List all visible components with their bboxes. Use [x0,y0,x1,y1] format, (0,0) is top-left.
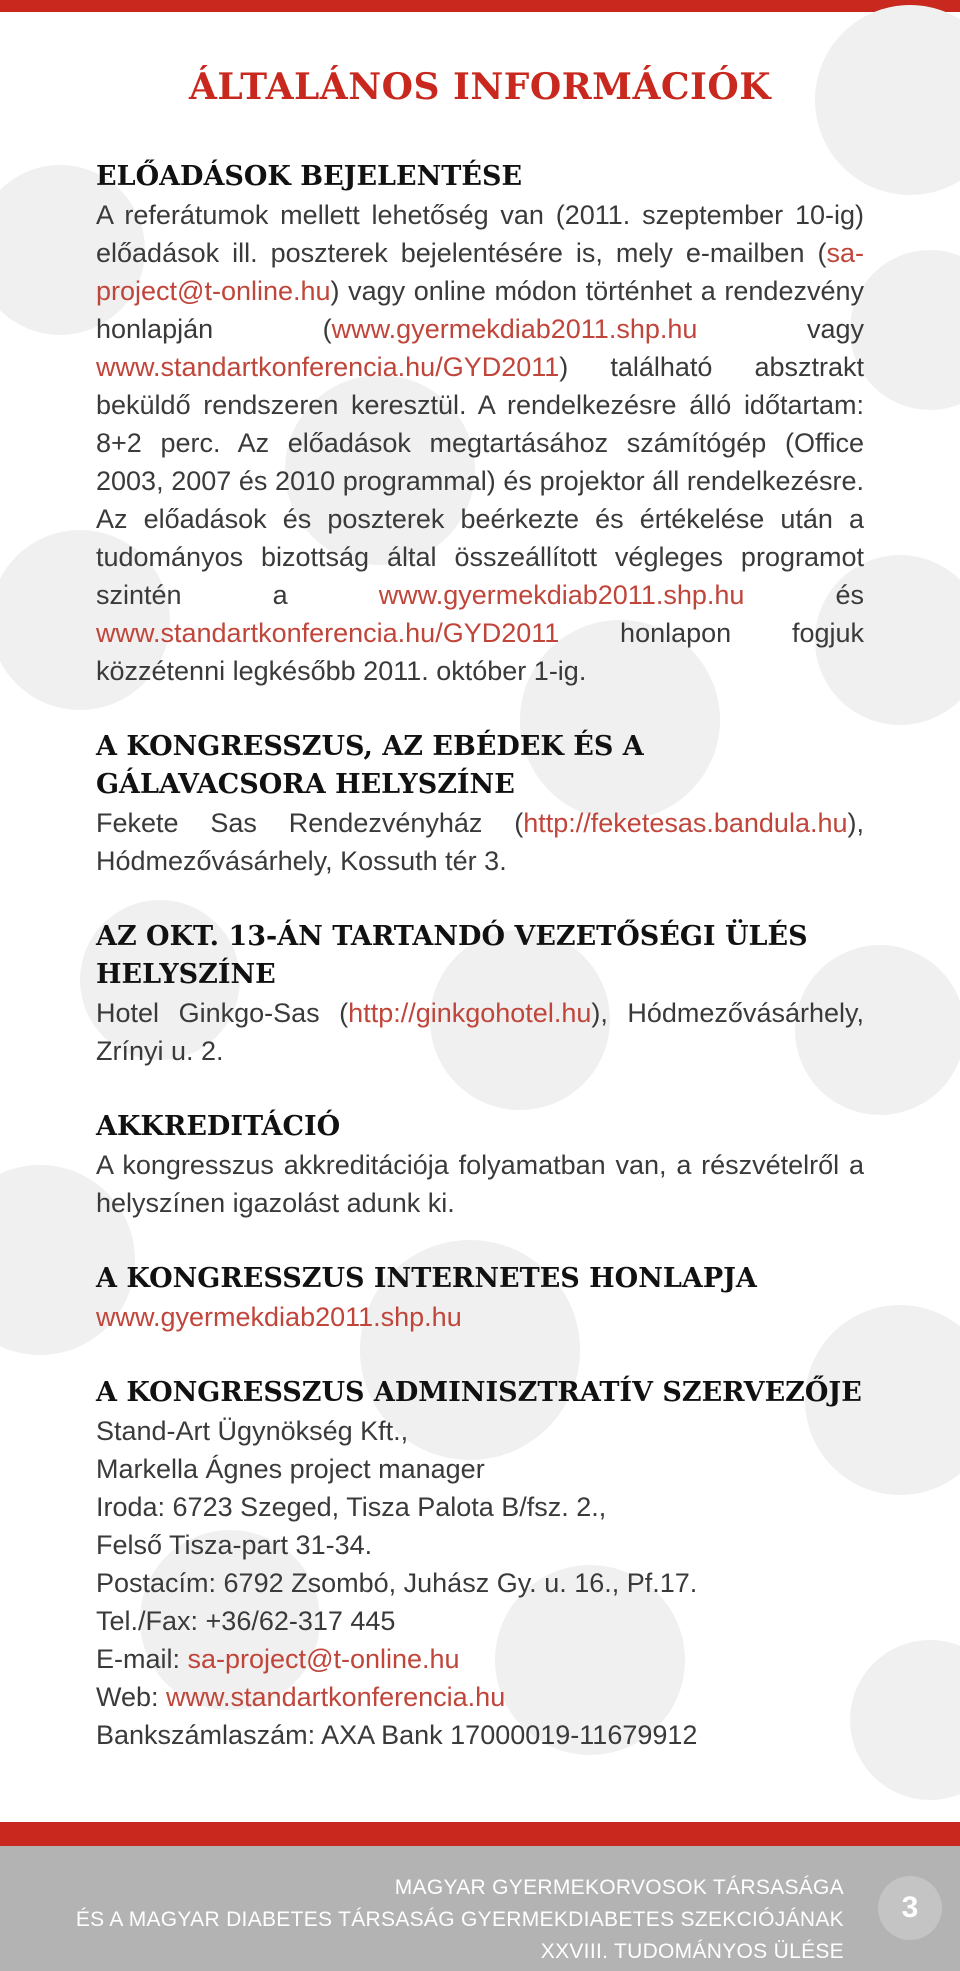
website-link[interactable]: www.gyermekdiab2011.shp.hu [331,314,698,344]
section-heading: AZ OKT. 13-ÁN TARTANDÓ VEZETŐSÉGI ÜLÉS HELYSZÍNE [96,921,808,990]
text-fragment: ) vagy online módon történhet a rendezvény honlapján ( [96,276,864,344]
section-accreditation [96,1108,864,1222]
section-website [96,1260,864,1336]
organizer-email [96,1640,864,1678]
section-text [96,804,864,880]
section-heading: ELŐADÁSOK BEJELENTÉSE [96,161,523,192]
text-fragment: vagy [697,314,864,344]
text-fragment: Hotel Ginkgo-Sas ( [96,998,349,1028]
venue-link[interactable]: http://feketesas.bandula.hu [523,808,848,838]
website-link[interactable]: www.gyermekdiab2011.shp.hu [378,580,745,610]
section-organizer [96,1374,864,1754]
abstract-submission-link[interactable]: www.standartkonferencia.hu/GYD2011 [96,618,560,648]
section-text [96,1298,864,1336]
footer-line: MAGYAR GYERMEKORVOSOK TÁRSASÁGA [394,1876,844,1899]
organizer-office-street: Felső Tisza-part 31-34. [96,1530,373,1560]
section-text [96,196,864,690]
organizer-office: Iroda: 6723 Szeged, Tisza Palota B/fsz. 2., [96,1492,607,1522]
organizer-name: Stand-Art Ügynökség Kft., [96,1416,409,1446]
text-fragment: ), Hódmezővásárhely, Zrínyi u. 2. [96,998,864,1066]
section-text: A kongresszus akkreditációja folyamatban van, a részvételről a helyszínen igazolást adunk ki. [96,1150,864,1218]
text-fragment: A referátumok mellett lehetőség van (2011. szeptember 10-ig) előadások ill. poszterek bejelentésére is, mely e-mailben ( [96,200,864,268]
section-venue [96,728,864,880]
footer-text [4,1872,844,1968]
section-text [96,994,864,1070]
section-presentations [96,158,864,690]
text-fragment: Fekete Sas Rendezvényház ( [96,808,524,838]
section-heading: A KONGRESSZUS, AZ EBÉDEK ÉS A GÁLAVACSORA HELYSZÍNE [96,731,644,800]
email-link[interactable]: sa-project@t-online.hu [96,238,864,306]
footer-line: XXVIII. TUDOMÁNYOS ÜLÉSE [540,1940,844,1963]
page-number: 3 [878,1876,942,1940]
web-label: Web: [96,1682,167,1712]
organizer-bank-account: Bankszámlaszám: AXA Bank 17000019-11679912 [96,1720,698,1750]
footer-line: ÉS A MAGYAR DIABETES TÁRSASÁG GYERMEKDIABETES SZEKCIÓJÁNAK [75,1908,844,1931]
organizer-contact-person: Markella Ágnes project manager [96,1454,485,1484]
footer [0,1846,960,1971]
congress-website-link[interactable]: www.gyermekdiab2011.shp.hu [96,1302,462,1332]
organizer-postal-address: Postacím: 6792 Zsombó, Juhász Gy. u. 16., Pf.17. [96,1568,698,1598]
text-fragment: ), Hódmezővásárhely, Kossuth tér 3. [96,808,864,876]
page-title: ÁLTALÁNOS INFORMÁCIÓK [188,66,772,108]
organizer-website-link[interactable]: www.standartkonferencia.hu [166,1682,506,1712]
general-information [96,58,864,1792]
text-fragment: ) található absztrakt beküldő rendszeren keresztül. A rendelkezésre álló időtartam: 8+2 perc. Az előadások megtartásához számítógép (Office 2003, 2007 és 2010 programmal) és projektor áll rendelkezésre. Az előadások és poszterek beérkezte és értékelése után a tudományos bizottság által összeállított végleges programot szintén a [96,352,864,610]
text-fragment: honlapon fogjuk közzétenni legkésőbb 2011. október 1-ig. [96,618,864,686]
section-heading: A KONGRESSZUS ADMINISZTRATÍV SZERVEZŐJE [96,1377,862,1408]
abstract-submission-link[interactable]: www.standartkonferencia.hu/GYD2011 [96,352,560,382]
hotel-link[interactable]: http://ginkgohotel.hu [348,998,592,1028]
section-board-meeting [96,918,864,1070]
section-heading: A KONGRESSZUS INTERNETES HONLAPJA [96,1263,757,1294]
organizer-phone: Tel./Fax: +36/62-317 445 [96,1606,396,1636]
section-heading: AKKREDITÁCIÓ [96,1111,341,1142]
email-link[interactable]: sa-project@t-online.hu [187,1644,460,1674]
bottom-red-bar [0,1822,960,1846]
text-fragment: és [744,580,864,610]
organizer-web [96,1678,864,1716]
email-label: E-mail: [96,1644,188,1674]
